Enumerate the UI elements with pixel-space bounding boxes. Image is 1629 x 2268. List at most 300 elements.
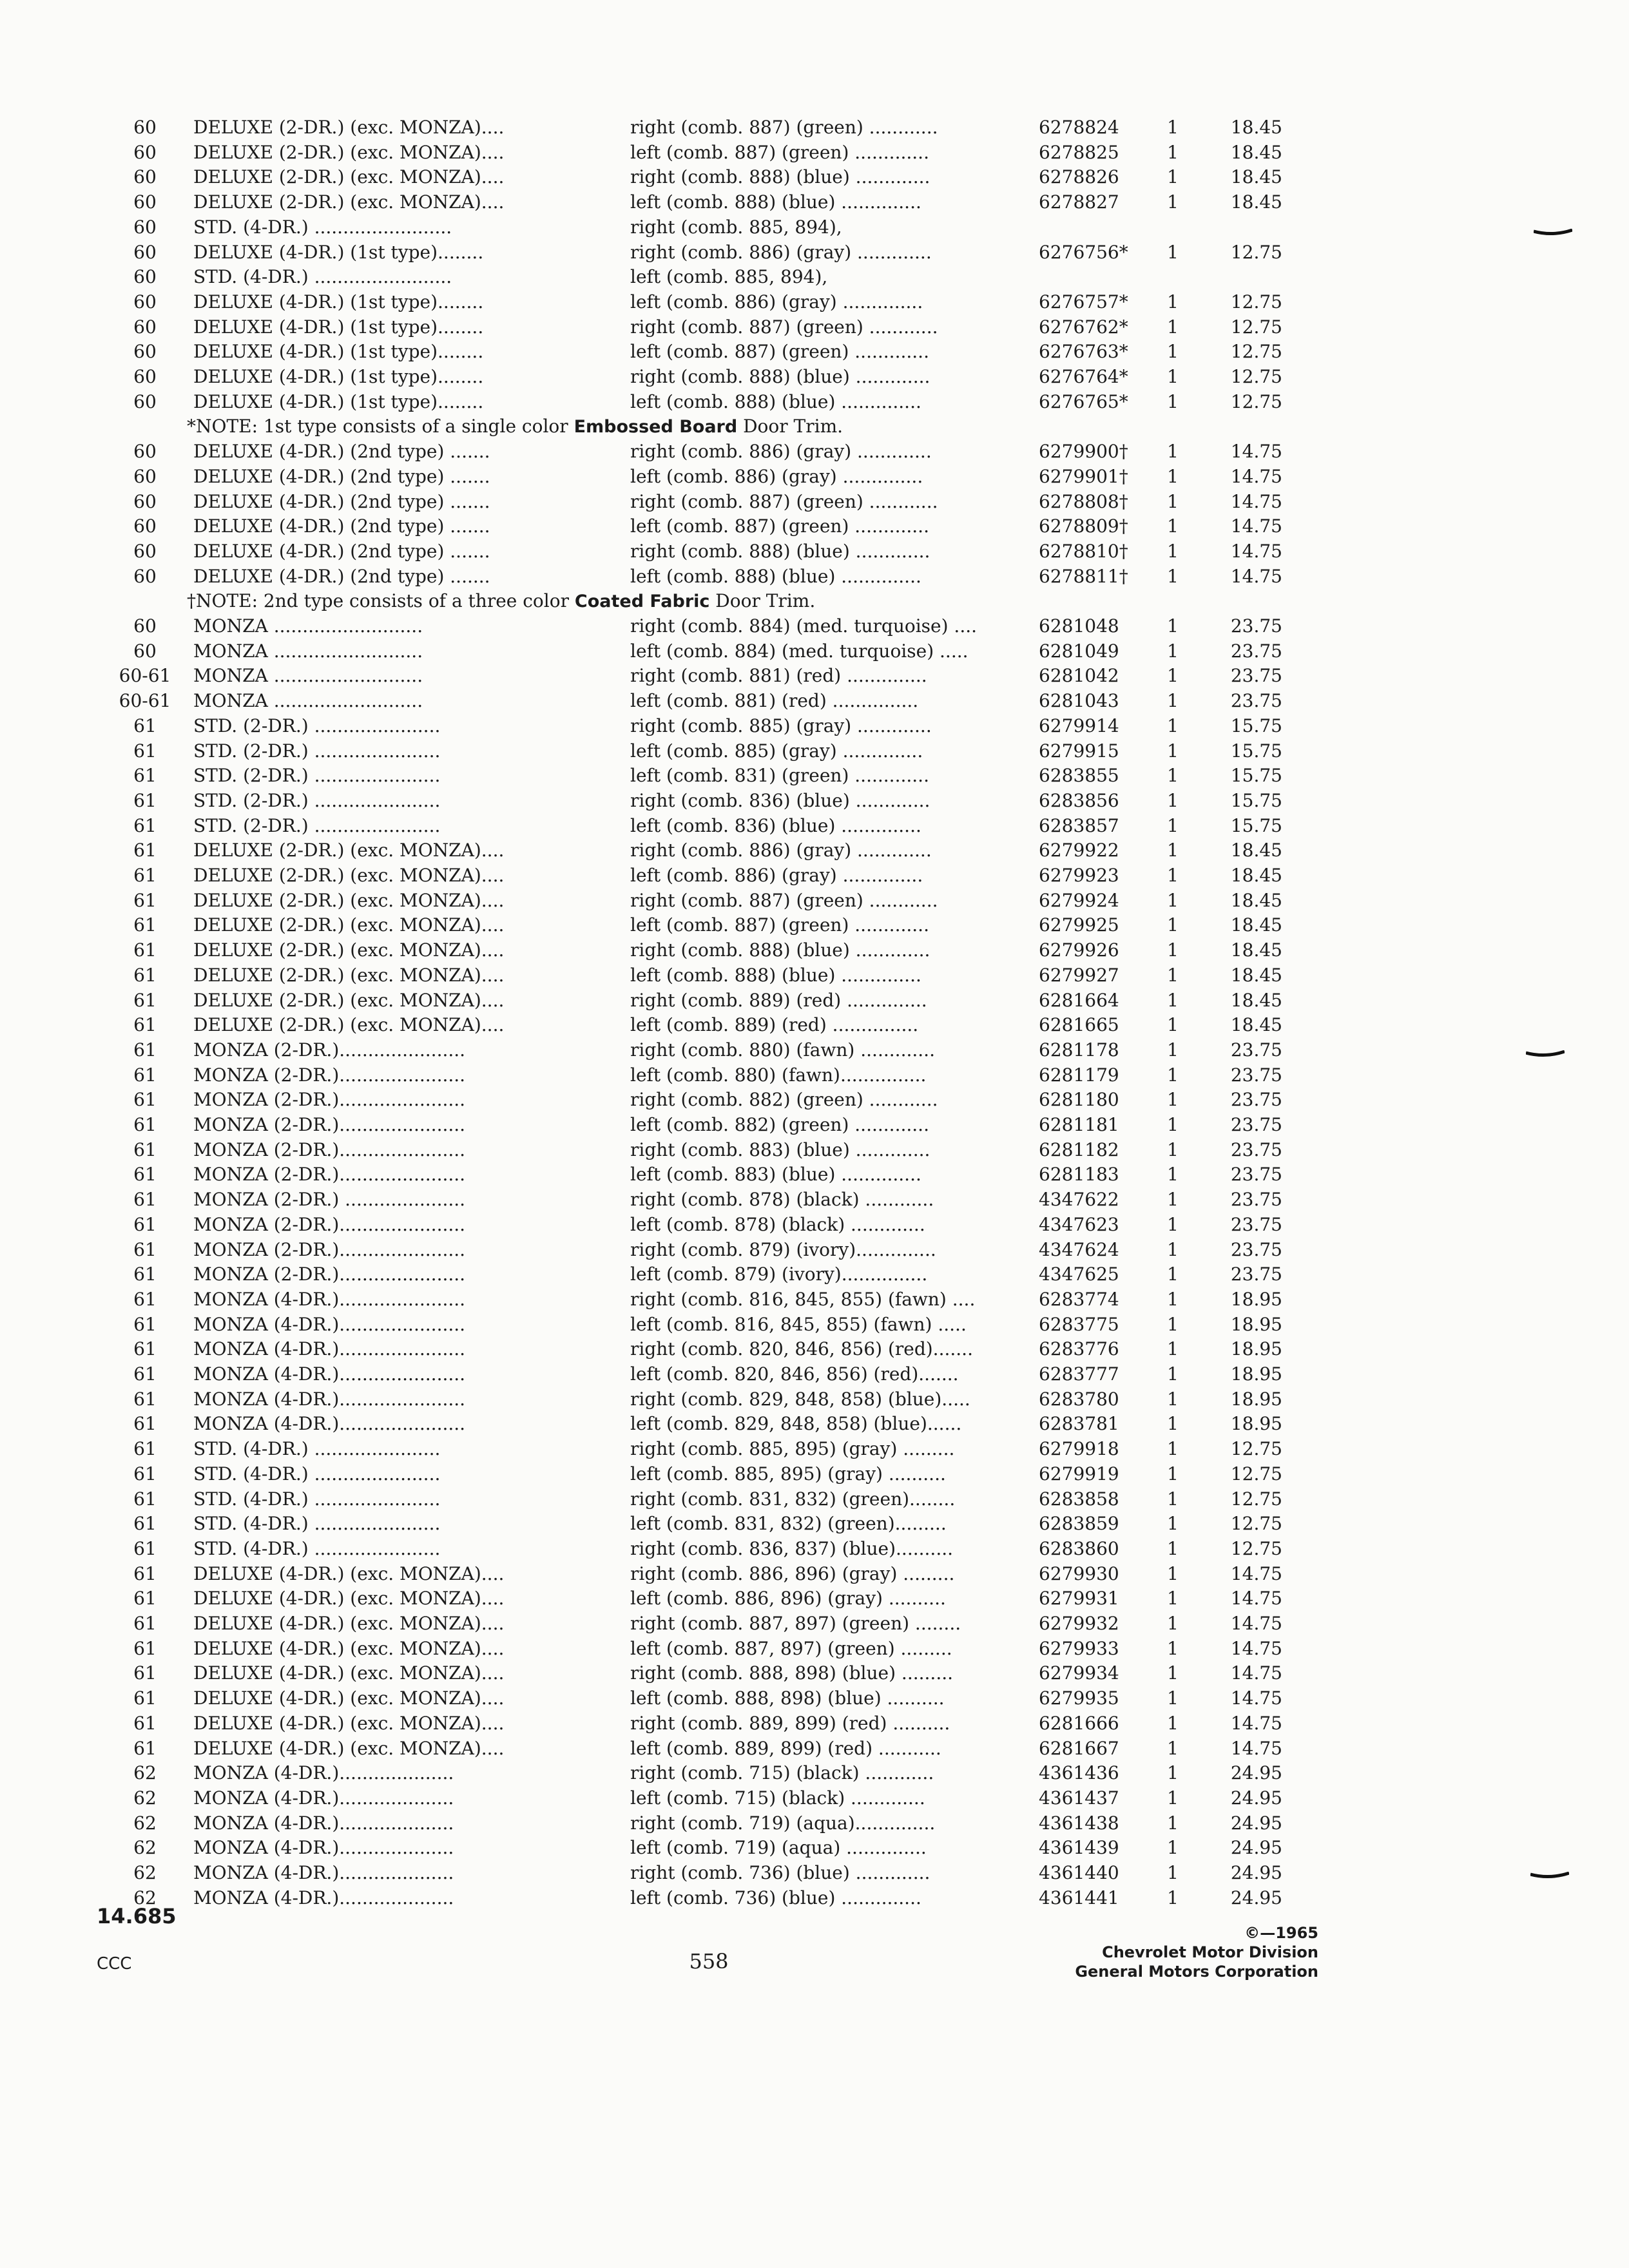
quantity: 1	[1167, 1887, 1179, 1908]
model-name: MONZA (4-DR.)......................	[193, 1289, 466, 1310]
part-number: 6279925	[1039, 914, 1119, 936]
model-year: 61	[133, 1389, 157, 1410]
price: 18.45	[1230, 890, 1282, 911]
table-row	[0, 764, 1353, 787]
table-row	[0, 1088, 1353, 1111]
table-row	[0, 1662, 1353, 1685]
table-row	[0, 1188, 1353, 1211]
model-year: 61	[133, 1264, 157, 1285]
model-year: 60	[133, 117, 157, 138]
part-description: left (comb. 885) (gray) ..............	[630, 740, 923, 762]
quantity: 1	[1167, 1513, 1179, 1534]
part-number: 6283859	[1039, 1513, 1119, 1534]
price: 12.75	[1230, 366, 1282, 387]
price: 18.45	[1230, 939, 1282, 961]
quantity: 1	[1167, 491, 1179, 512]
model-name: MONZA (4-DR.)......................	[193, 1338, 466, 1360]
part-number: 6279919	[1039, 1463, 1119, 1485]
model-name: DELUXE (4-DR.) (2nd type) .......	[193, 441, 490, 462]
quantity: 1	[1167, 1862, 1179, 1883]
model-name: MONZA ..........................	[193, 640, 423, 662]
part-number: 6283860	[1039, 1538, 1119, 1559]
model-name: DELUXE (4-DR.) (exc. MONZA)....	[193, 1563, 505, 1584]
model-name: STD. (2-DR.) ......................	[193, 715, 441, 736]
model-year: 60	[133, 615, 157, 637]
model-name: MONZA ..........................	[193, 615, 423, 637]
part-number: 4361436	[1039, 1762, 1119, 1783]
price: 23.75	[1230, 640, 1282, 662]
model-year: 60	[133, 291, 157, 312]
part-description: right (comb. 715) (black) ............	[630, 1762, 934, 1783]
model-name: DELUXE (2-DR.) (exc. MONZA)....	[193, 939, 505, 961]
part-description: right (comb. 887) (green) ............	[630, 491, 938, 512]
quantity: 1	[1167, 1214, 1179, 1235]
quantity: 1	[1167, 1738, 1179, 1759]
model-name: DELUXE (4-DR.) (1st type)........	[193, 366, 484, 387]
model-year: 60	[133, 216, 157, 238]
quantity: 1	[1167, 541, 1179, 562]
part-number: 6276762*	[1039, 316, 1128, 338]
part-description: left (comb. 836) (blue) ..............	[630, 815, 921, 836]
price: 14.75	[1230, 541, 1282, 562]
part-description: right (comb. 886) (gray) .............	[630, 840, 932, 861]
part-number: 6281181	[1039, 1114, 1119, 1135]
model-year: 61	[133, 790, 157, 811]
quantity: 1	[1167, 1064, 1179, 1086]
table-row	[0, 1113, 1353, 1137]
table-row	[0, 1213, 1353, 1236]
part-description: left (comb. 829, 848, 858) (blue)......	[630, 1413, 962, 1434]
part-description: right (comb. 887) (green) ............	[630, 117, 938, 138]
quantity: 1	[1167, 166, 1179, 187]
part-number: 4361440	[1039, 1862, 1119, 1883]
table-row	[0, 540, 1353, 563]
quantity: 1	[1167, 1638, 1179, 1659]
quantity: 1	[1167, 1812, 1179, 1834]
part-number: 6281178	[1039, 1039, 1119, 1061]
model-name: MONZA ..........................	[193, 690, 423, 711]
model-year: 61	[133, 1463, 157, 1485]
binder-mark	[1526, 1050, 1565, 1057]
part-description: left (comb. 888) (blue) ..............	[630, 965, 921, 986]
price: 23.75	[1230, 1164, 1282, 1185]
quantity: 1	[1167, 1338, 1179, 1360]
part-description: left (comb. 820, 846, 856) (red).......	[630, 1363, 959, 1385]
part-number: 4347623	[1039, 1214, 1119, 1235]
model-name: DELUXE (4-DR.) (exc. MONZA)....	[193, 1638, 505, 1659]
model-year: 61	[133, 1662, 157, 1684]
part-number: 6276757*	[1039, 291, 1128, 312]
model-name: MONZA (4-DR.)....................	[193, 1812, 454, 1834]
model-year: 60	[133, 266, 157, 287]
model-name: DELUXE (4-DR.) (exc. MONZA)....	[193, 1687, 505, 1709]
part-description: left (comb. 886, 896) (gray) ..........	[630, 1588, 946, 1609]
model-year: 61	[133, 965, 157, 986]
part-description: left (comb. 887) (green) .............	[630, 515, 929, 537]
model-name: DELUXE (4-DR.) (1st type)........	[193, 316, 484, 338]
model-year: 61	[133, 1713, 157, 1734]
part-description: right (comb. 879) (ivory)..............	[630, 1239, 936, 1260]
model-year: 60-61	[119, 690, 171, 711]
table-row	[0, 1412, 1353, 1436]
part-number: 6281666	[1039, 1713, 1119, 1734]
table-row	[0, 814, 1353, 838]
price: 14.75	[1230, 515, 1282, 537]
model-name: STD. (2-DR.) ......................	[193, 765, 441, 786]
part-number: 6279901†	[1039, 466, 1128, 487]
table-row	[0, 1039, 1353, 1062]
model-year: 62	[133, 1762, 157, 1783]
part-description: right (comb. 884) (med. turquoise) ....	[630, 615, 978, 637]
part-number: 4361439	[1039, 1837, 1119, 1858]
part-number: 4347622	[1039, 1189, 1119, 1210]
model-name: STD. (4-DR.) ........................	[193, 216, 452, 238]
part-description: left (comb. 879) (ivory)...............	[630, 1264, 928, 1285]
table-row	[0, 1612, 1353, 1635]
part-description: left (comb. 880) (fawn)...............	[630, 1064, 927, 1086]
quantity: 1	[1167, 291, 1179, 312]
part-description: right (comb. 885, 895) (gray) .........	[630, 1438, 955, 1459]
table-row	[0, 365, 1353, 389]
price: 24.95	[1230, 1762, 1282, 1783]
part-description: left (comb. 889, 899) (red) ...........	[630, 1738, 941, 1759]
price: 23.75	[1230, 1189, 1282, 1210]
price: 18.95	[1230, 1314, 1282, 1335]
table-row	[0, 1338, 1353, 1361]
price: 12.75	[1230, 291, 1282, 312]
footnote	[0, 415, 1353, 438]
copyright-corporation: General Motors Corporation	[1075, 1963, 1318, 1981]
price: 18.45	[1230, 166, 1282, 187]
price: 23.75	[1230, 1139, 1282, 1160]
part-description: left (comb. 889) (red) ...............	[630, 1014, 919, 1035]
part-number: 4361438	[1039, 1812, 1119, 1834]
part-number: 6281667	[1039, 1738, 1119, 1759]
binder-mark	[1530, 1872, 1569, 1878]
quantity: 1	[1167, 1239, 1179, 1260]
quantity: 1	[1167, 1713, 1179, 1734]
part-description: left (comb. 886) (gray) ..............	[630, 291, 923, 312]
footnote-emphasis: Coated Fabric	[574, 591, 710, 611]
price: 23.75	[1230, 1039, 1282, 1061]
price: 14.75	[1230, 1613, 1282, 1634]
quantity: 1	[1167, 914, 1179, 936]
quantity: 1	[1167, 341, 1179, 362]
table-row	[0, 1687, 1353, 1710]
part-description: left (comb. 887) (green) .............	[630, 341, 929, 362]
quantity: 1	[1167, 665, 1179, 686]
footnote-emphasis: Embossed Board	[574, 417, 738, 437]
model-year: 61	[133, 1114, 157, 1135]
table-row	[0, 1887, 1353, 1910]
price: 12.75	[1230, 1463, 1282, 1485]
quantity: 1	[1167, 840, 1179, 861]
model-year: 60	[133, 441, 157, 462]
model-year: 60	[133, 391, 157, 412]
quantity: 1	[1167, 715, 1179, 736]
price: 24.95	[1230, 1887, 1282, 1908]
part-description: left (comb. 887, 897) (green) .........	[630, 1638, 952, 1659]
quantity: 1	[1167, 1389, 1179, 1410]
table-row	[0, 1263, 1353, 1286]
part-description: right (comb. 883) (blue) .............	[630, 1139, 930, 1160]
table-row	[0, 939, 1353, 962]
part-description: left (comb. 884) (med. turquoise) .....	[630, 640, 969, 662]
part-description: left (comb. 887) (green) .............	[630, 914, 929, 936]
model-name: DELUXE (4-DR.) (2nd type) .......	[193, 466, 490, 487]
model-name: DELUXE (2-DR.) (exc. MONZA)....	[193, 990, 505, 1011]
quantity: 1	[1167, 391, 1179, 412]
model-year: 61	[133, 1687, 157, 1709]
footnote	[0, 590, 1353, 613]
quantity: 1	[1167, 1463, 1179, 1485]
part-number: 6281182	[1039, 1139, 1119, 1160]
model-name: DELUXE (2-DR.) (exc. MONZA)....	[193, 865, 505, 886]
table-row	[0, 1288, 1353, 1311]
part-number: 6279931	[1039, 1588, 1119, 1609]
quantity: 1	[1167, 1189, 1179, 1210]
price: 23.75	[1230, 615, 1282, 637]
footnote-text	[187, 590, 815, 613]
copyright-division: Chevrolet Motor Division	[1102, 1943, 1318, 1961]
model-name: DELUXE (2-DR.) (exc. MONZA)....	[193, 166, 505, 187]
price: 24.95	[1230, 1787, 1282, 1809]
price: 12.75	[1230, 1513, 1282, 1534]
price: 14.75	[1230, 466, 1282, 487]
part-number: 6283855	[1039, 765, 1119, 786]
model-year: 61	[133, 939, 157, 961]
part-description: right (comb. 831, 832) (green)........	[630, 1488, 956, 1510]
table-row	[0, 565, 1353, 588]
table-row	[0, 1064, 1353, 1087]
model-name: DELUXE (4-DR.) (2nd type) .......	[193, 566, 490, 587]
part-description: right (comb. 836) (blue) .............	[630, 790, 930, 811]
price: 18.45	[1230, 142, 1282, 163]
table-row	[0, 640, 1353, 663]
table-row	[0, 291, 1353, 314]
quantity: 1	[1167, 1438, 1179, 1459]
part-number: 6278810†	[1039, 541, 1128, 562]
part-number: 6283858	[1039, 1488, 1119, 1510]
model-year: 61	[133, 1338, 157, 1360]
part-description: right (comb. 881) (red) ..............	[630, 665, 927, 686]
part-number: 6283856	[1039, 790, 1119, 811]
table-row	[0, 1836, 1353, 1860]
model-name: STD. (4-DR.) ......................	[193, 1538, 441, 1559]
table-row	[0, 1861, 1353, 1885]
model-year: 61	[133, 715, 157, 736]
part-description: left (comb. 816, 845, 855) (fawn) .....	[630, 1314, 967, 1335]
table-row	[0, 1712, 1353, 1735]
model-name: STD. (4-DR.) ......................	[193, 1463, 441, 1485]
model-name: MONZA (2-DR.)......................	[193, 1114, 466, 1135]
model-year: 60	[133, 191, 157, 213]
part-description: right (comb. 820, 846, 856) (red).......	[630, 1338, 973, 1360]
table-row	[0, 490, 1353, 514]
quantity: 1	[1167, 1538, 1179, 1559]
model-name: DELUXE (2-DR.) (exc. MONZA)....	[193, 142, 505, 163]
part-description: right (comb. 880) (fawn) .............	[630, 1039, 935, 1061]
price: 23.75	[1230, 1239, 1282, 1260]
price: 23.75	[1230, 1114, 1282, 1135]
price: 23.75	[1230, 1264, 1282, 1285]
model-name: DELUXE (2-DR.) (exc. MONZA)....	[193, 914, 505, 936]
model-name: DELUXE (4-DR.) (exc. MONZA)....	[193, 1613, 505, 1634]
part-number: 6279918	[1039, 1438, 1119, 1459]
table-row	[0, 166, 1353, 189]
model-year: 60	[133, 341, 157, 362]
price: 18.45	[1230, 914, 1282, 936]
model-name: MONZA (4-DR.)....................	[193, 1762, 454, 1783]
quantity: 1	[1167, 765, 1179, 786]
footnote-lead: †NOTE: 2nd type consists of a three color	[187, 590, 575, 611]
footnote-lead: *NOTE: 1st type consists of a single color	[187, 416, 574, 437]
part-number: 6279914	[1039, 715, 1119, 736]
table-row	[0, 839, 1353, 862]
model-year: 62	[133, 1887, 157, 1908]
quantity: 1	[1167, 1413, 1179, 1434]
quantity: 1	[1167, 1264, 1179, 1285]
part-number: 6283780	[1039, 1389, 1119, 1410]
part-number: 6283777	[1039, 1363, 1119, 1385]
part-number: 6278826	[1039, 166, 1119, 187]
model-year: 60	[133, 366, 157, 387]
model-name: MONZA (4-DR.)......................	[193, 1314, 466, 1335]
part-number: 4347625	[1039, 1264, 1119, 1285]
price: 18.45	[1230, 965, 1282, 986]
model-year: 60	[133, 491, 157, 512]
model-name: MONZA (4-DR.)....................	[193, 1787, 454, 1809]
table-row	[0, 265, 1353, 289]
part-number: 6279927	[1039, 965, 1119, 986]
table-row	[0, 241, 1353, 264]
quantity: 1	[1167, 965, 1179, 986]
part-number: 6278808†	[1039, 491, 1128, 512]
model-year: 60	[133, 316, 157, 338]
model-year: 61	[133, 1214, 157, 1235]
quantity: 1	[1167, 566, 1179, 587]
part-number: 6283857	[1039, 815, 1119, 836]
part-description: right (comb. 887) (green) ............	[630, 890, 938, 911]
part-description: right (comb. 885) (gray) .............	[630, 715, 932, 736]
table-row	[0, 1139, 1353, 1162]
part-number: 6281049	[1039, 640, 1119, 662]
table-row	[0, 1812, 1353, 1835]
table-row	[0, 1537, 1353, 1561]
price: 23.75	[1230, 690, 1282, 711]
part-description: right (comb. 888) (blue) .............	[630, 541, 930, 562]
model-year: 61	[133, 1538, 157, 1559]
table-row	[0, 465, 1353, 488]
part-description: right (comb. 878) (black) ............	[630, 1189, 934, 1210]
model-year: 61	[133, 1638, 157, 1659]
price: 23.75	[1230, 1064, 1282, 1086]
quantity: 1	[1167, 690, 1179, 711]
part-description: right (comb. 887, 897) (green) ........	[630, 1613, 961, 1634]
part-number: 6281048	[1039, 615, 1119, 637]
model-year: 61	[133, 1588, 157, 1609]
part-number: 6279915	[1039, 740, 1119, 762]
quantity: 1	[1167, 640, 1179, 662]
part-description: right (comb. 882) (green) ............	[630, 1089, 938, 1110]
model-year: 61	[133, 1413, 157, 1434]
table-row	[0, 1488, 1353, 1511]
price: 24.95	[1230, 1812, 1282, 1834]
price: 12.75	[1230, 341, 1282, 362]
model-name: MONZA (4-DR.)....................	[193, 1862, 454, 1883]
part-number: 6278809†	[1039, 515, 1128, 537]
table-row	[0, 1562, 1353, 1586]
model-year: 62	[133, 1837, 157, 1858]
table-row	[0, 789, 1353, 812]
model-name: DELUXE (4-DR.) (2nd type) .......	[193, 541, 490, 562]
model-name: MONZA (4-DR.)......................	[193, 1413, 466, 1434]
quantity: 1	[1167, 990, 1179, 1011]
model-name: DELUXE (4-DR.) (1st type)........	[193, 341, 484, 362]
model-name: MONZA ..........................	[193, 665, 423, 686]
price: 14.75	[1230, 1563, 1282, 1584]
table-row	[0, 889, 1353, 912]
price: 14.75	[1230, 1713, 1282, 1734]
part-description: left (comb. 881) (red) ...............	[630, 690, 919, 711]
price: 14.75	[1230, 491, 1282, 512]
table-row	[0, 715, 1353, 738]
part-description: right (comb. 888) (blue) .............	[630, 166, 930, 187]
quantity: 1	[1167, 740, 1179, 762]
model-year: 61	[133, 1039, 157, 1061]
part-description: left (comb. 878) (black) .............	[630, 1214, 925, 1235]
model-name: MONZA (2-DR.)......................	[193, 1039, 466, 1061]
quantity: 1	[1167, 515, 1179, 537]
table-row	[0, 340, 1353, 363]
quantity: 1	[1167, 1039, 1179, 1061]
table-row	[0, 1313, 1353, 1336]
table-row	[0, 1787, 1353, 1810]
part-description: left (comb. 885, 895) (gray) ..........	[630, 1463, 946, 1485]
model-year: 61	[133, 815, 157, 836]
part-number: 6281664	[1039, 990, 1119, 1011]
part-description: right (comb. 889) (red) ..............	[630, 990, 927, 1011]
part-number: 6283774	[1039, 1289, 1119, 1310]
price: 12.75	[1230, 1488, 1282, 1510]
part-description: left (comb. 885, 894),	[630, 266, 828, 287]
table-row	[0, 740, 1353, 763]
part-description: right (comb. 888) (blue) .............	[630, 939, 930, 961]
part-description: right (comb. 888) (blue) .............	[630, 366, 930, 387]
table-row	[0, 1512, 1353, 1535]
model-year: 61	[133, 1738, 157, 1759]
price: 14.75	[1230, 1687, 1282, 1709]
part-description: right (comb. 816, 845, 855) (fawn) ....	[630, 1289, 976, 1310]
table-row	[0, 964, 1353, 987]
quantity: 1	[1167, 1787, 1179, 1809]
part-number: 6279924	[1039, 890, 1119, 911]
part-description: right (comb. 886) (gray) .............	[630, 441, 932, 462]
quantity: 1	[1167, 939, 1179, 961]
model-year: 61	[133, 914, 157, 936]
table-row	[0, 1737, 1353, 1760]
quantity: 1	[1167, 316, 1179, 338]
part-description: left (comb. 886) (gray) ..............	[630, 865, 923, 886]
quantity: 1	[1167, 865, 1179, 886]
model-year: 61	[133, 1488, 157, 1510]
quantity: 1	[1167, 1139, 1179, 1160]
part-number: 6283781	[1039, 1413, 1119, 1434]
model-name: STD. (4-DR.) ......................	[193, 1438, 441, 1459]
part-number: 6278811†	[1039, 566, 1128, 587]
price: 15.75	[1230, 740, 1282, 762]
quantity: 1	[1167, 1762, 1179, 1783]
